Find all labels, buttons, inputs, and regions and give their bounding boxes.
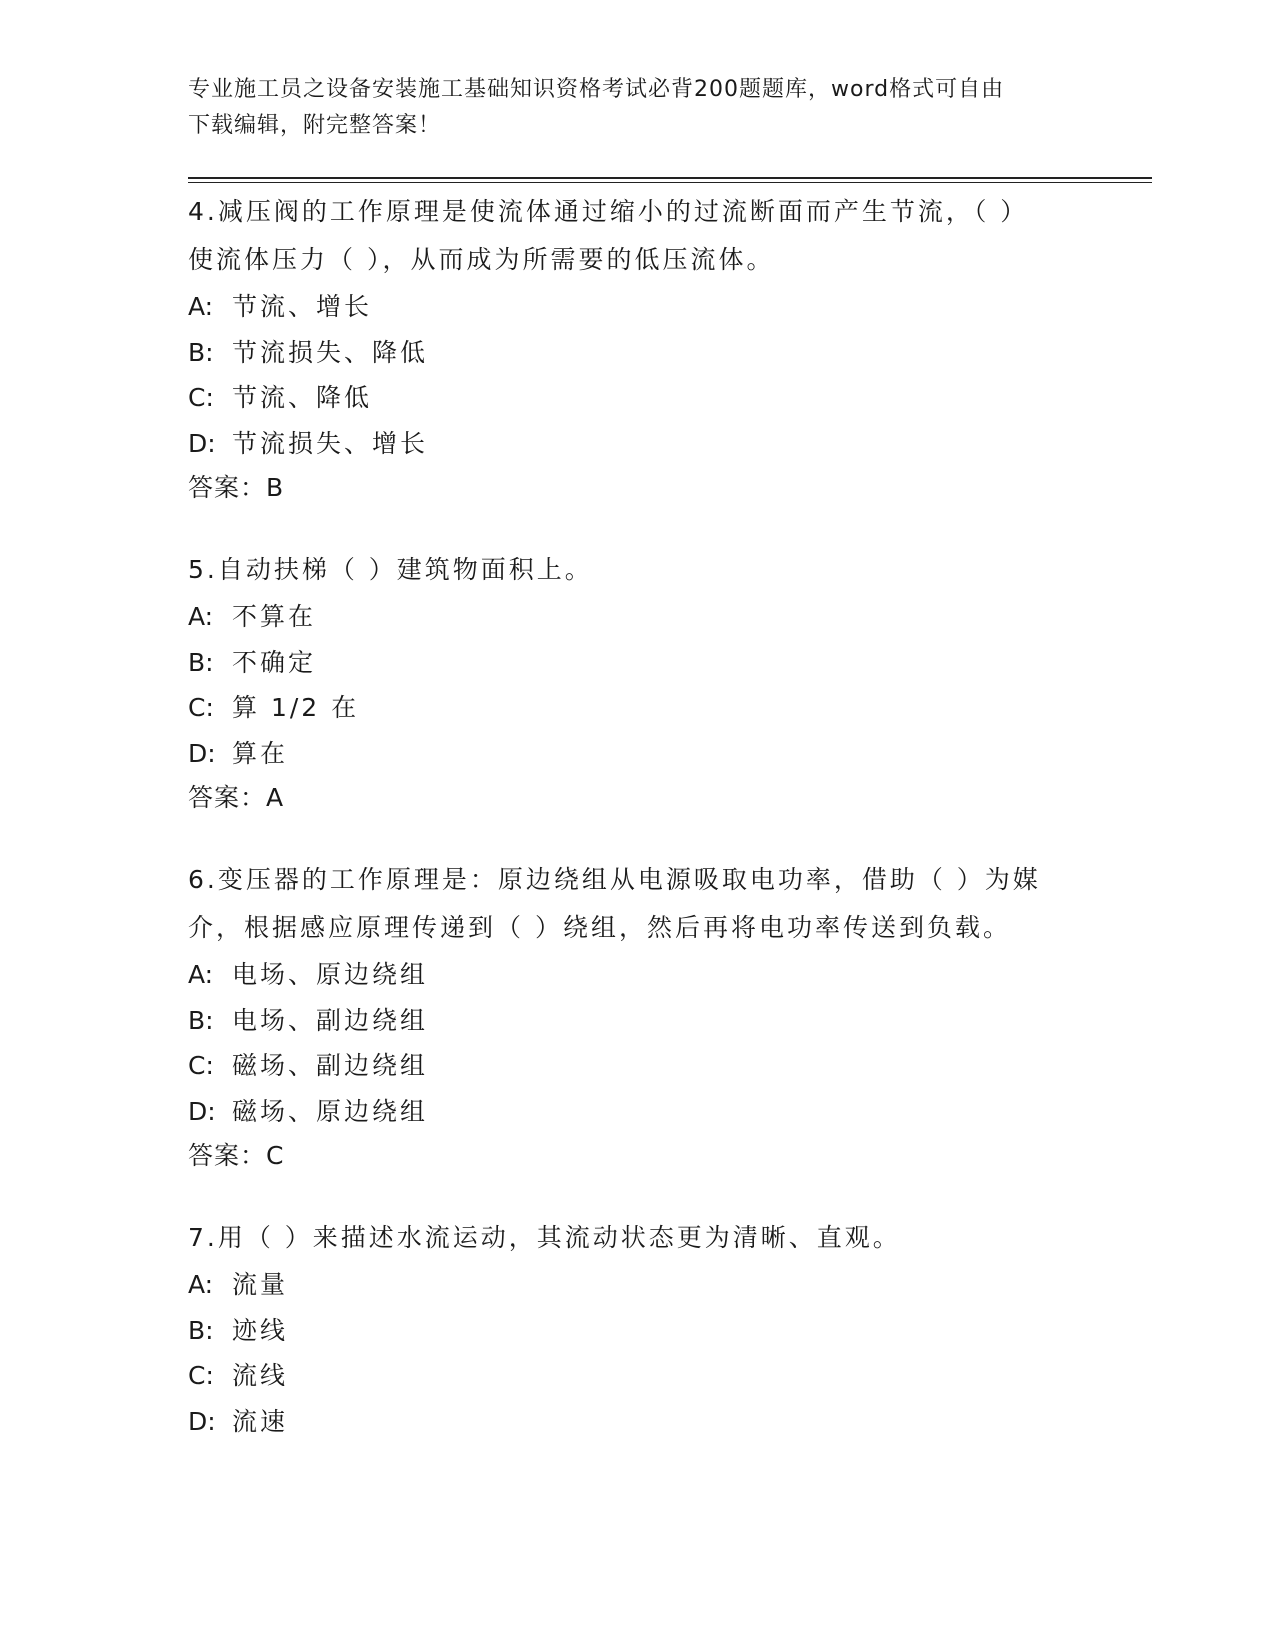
option-text: 电场、原边绕组: [232, 960, 429, 989]
question-6: [188, 856, 1088, 1178]
option-letter: B:: [188, 1005, 214, 1035]
option-letter: A:: [188, 960, 214, 989]
option-letter: D:: [188, 428, 216, 458]
option-d: [188, 1399, 1088, 1445]
option-b: [188, 998, 1088, 1044]
option-letter: D:: [188, 1406, 216, 1436]
option-text: 节流损失、增长: [232, 428, 429, 458]
option-letter: B:: [188, 337, 214, 367]
question-stem: [188, 856, 1088, 952]
option-letter: C:: [188, 383, 214, 412]
option-text: 流量: [232, 1270, 289, 1299]
option-c: [188, 685, 1088, 731]
option-text: 节流、增长: [232, 292, 373, 321]
question-stem: [188, 1214, 1088, 1262]
header-line-2: 下载编辑，附完整答案！: [188, 113, 442, 138]
answer-line: 答案：A: [188, 783, 285, 812]
option-b: [188, 1308, 1088, 1354]
document-header: [188, 72, 1088, 144]
header-rule-thick: [188, 177, 1152, 179]
option-a: [188, 284, 1088, 330]
option-letter: C:: [188, 1361, 214, 1390]
option-c: [188, 1353, 1088, 1399]
question-stem-line: 介，根据感应原理传递到（ ）绕组，然后再将电功率传送到负载。: [188, 913, 1011, 942]
option-text: 流速: [232, 1406, 289, 1436]
question-5: [188, 546, 1088, 820]
question-stem-line: 4.减压阀的工作原理是使流体通过缩小的过流断面而产生节流，（ ）: [188, 197, 1029, 226]
option-text: 流线: [232, 1361, 289, 1390]
option-letter: C:: [188, 1051, 214, 1080]
option-d: [188, 1089, 1088, 1135]
option-d: [188, 421, 1088, 467]
question-list: [188, 188, 1088, 1480]
option-text: 节流损失、降低: [232, 337, 429, 367]
header-line-1: 专业施工员之设备安装施工基础知识资格考试必背200题题库，word格式可自由: [188, 77, 1005, 102]
answer-line: 答案：C: [188, 1141, 285, 1170]
question-4: [188, 188, 1088, 510]
option-letter: A:: [188, 602, 214, 631]
option-letter: B:: [188, 647, 214, 677]
option-a: [188, 952, 1088, 998]
question-stem-line: 6.变压器的工作原理是：原边绕组从电源吸取电功率，借助（ ）为媒: [188, 865, 1041, 894]
option-b: [188, 330, 1088, 376]
option-letter: A:: [188, 1270, 214, 1299]
option-letter: D:: [188, 738, 216, 768]
option-letter: A:: [188, 292, 214, 321]
option-text: 算在: [232, 738, 289, 768]
option-a: [188, 594, 1088, 640]
question-stem-line: 5.自动扶梯（ ）建筑物面积上。: [188, 555, 593, 584]
question-7: [188, 1214, 1088, 1444]
option-letter: D:: [188, 1096, 216, 1126]
option-letter: B:: [188, 1315, 214, 1345]
option-b: [188, 640, 1088, 686]
option-c: [188, 1043, 1088, 1089]
option-letter: C:: [188, 693, 214, 722]
header-rule-thin: [188, 182, 1152, 183]
question-stem: [188, 188, 1088, 284]
option-text: 不确定: [232, 647, 317, 677]
option-a: [188, 1262, 1088, 1308]
option-text: 电场、副边绕组: [232, 1005, 429, 1035]
option-text: 迹线: [232, 1315, 289, 1345]
option-c: [188, 375, 1088, 421]
question-stem-line: 7.用（ ）来描述水流运动，其流动状态更为清晰、直观。: [188, 1223, 901, 1252]
option-text: 磁场、副边绕组: [232, 1051, 429, 1080]
option-text: 磁场、原边绕组: [232, 1096, 429, 1126]
option-d: [188, 731, 1088, 777]
answer-line: 答案：B: [188, 473, 285, 502]
option-text: 算 1/2 在: [232, 693, 360, 722]
option-text: 节流、降低: [232, 383, 373, 412]
option-text: 不算在: [232, 602, 317, 631]
question-stem-line: 使流体压力（ ），从而成为所需要的低压流体。: [188, 245, 775, 274]
question-stem: [188, 546, 1088, 594]
